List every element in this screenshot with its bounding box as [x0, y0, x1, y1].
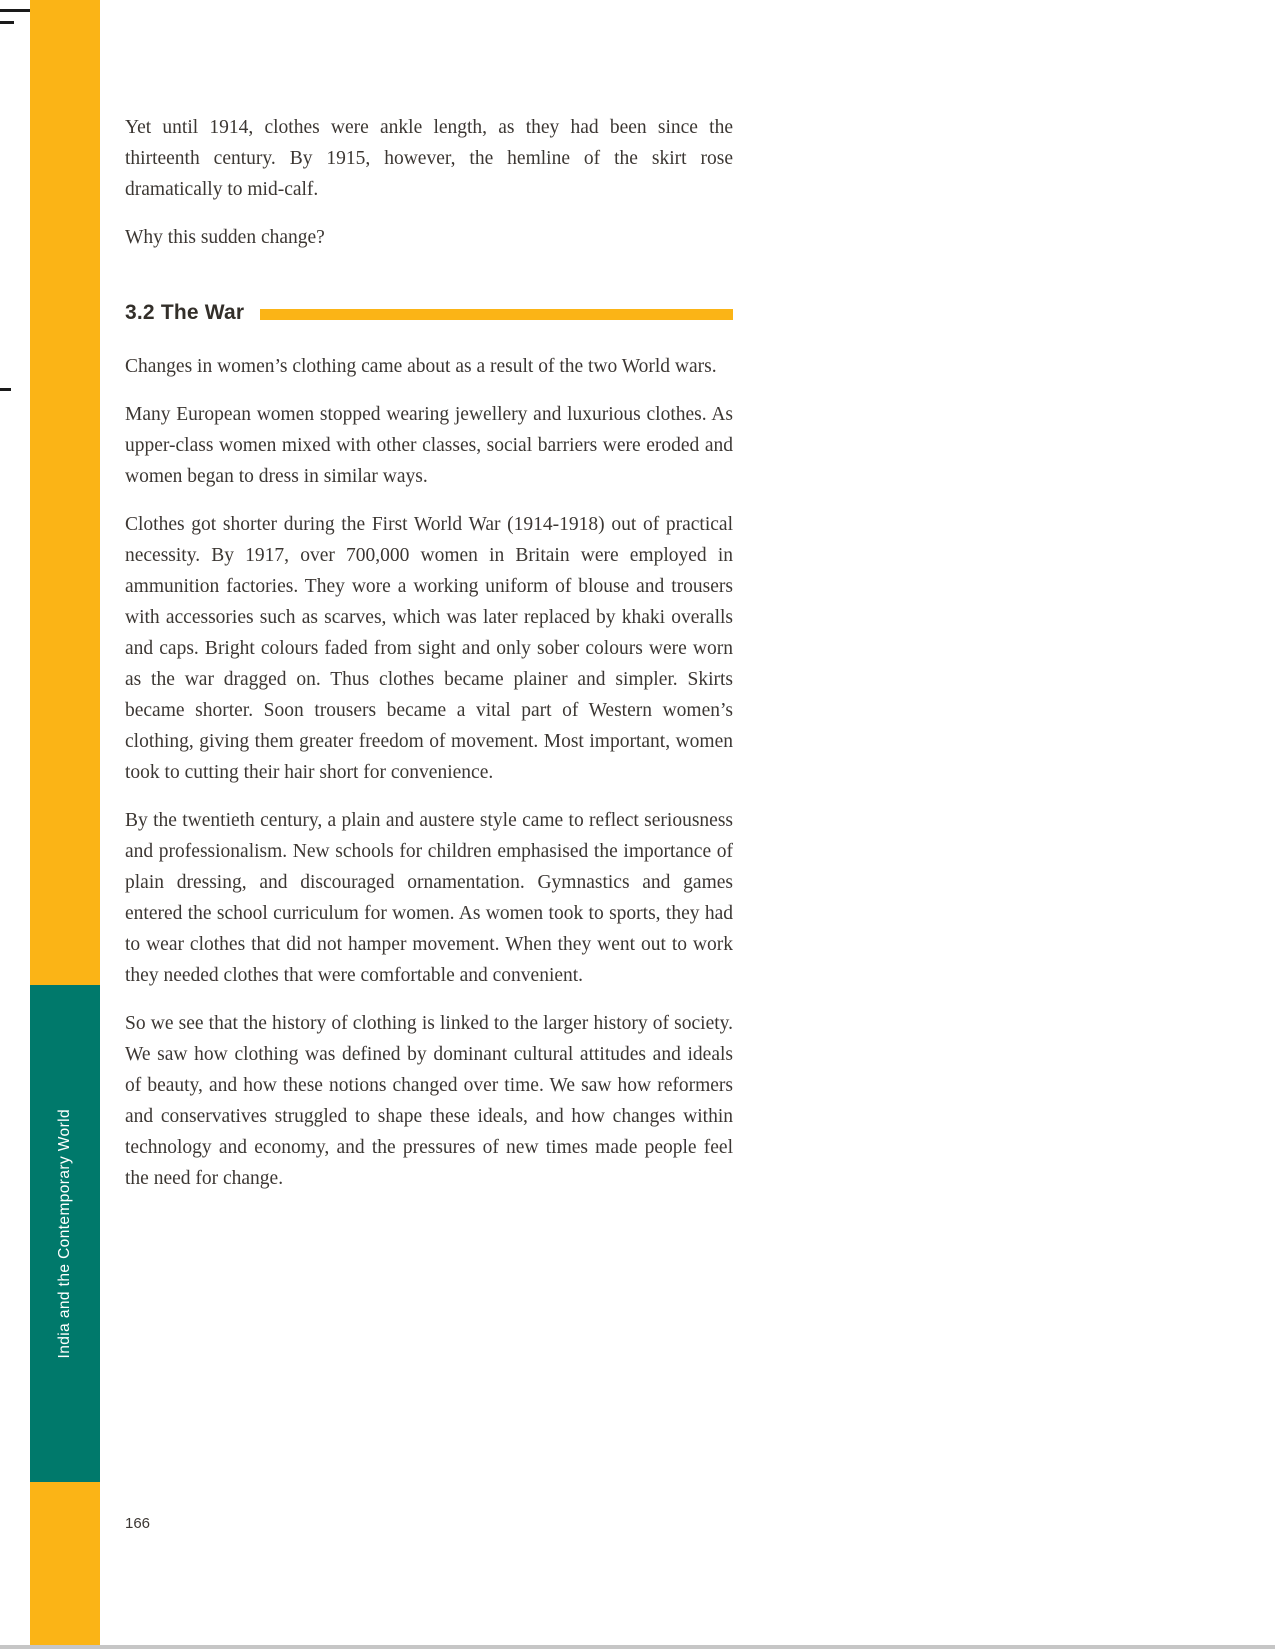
book-title-band	[30, 985, 100, 1482]
paragraph: Yet until 1914, clothes were ankle length, as they had been since the thirteenth century. By 1915, however, the hemline of the skirt rose dramatically to mid-calf.	[125, 117, 733, 200]
main-text-column	[125, 112, 733, 1211]
paragraph-question: Why this sudden change?	[125, 227, 325, 248]
paragraph: Changes in women’s clothing came about as a result of the two World wars.	[125, 356, 717, 377]
registration-mark-top-secondary	[0, 21, 14, 24]
paragraph: So we see that the history of clothing is linked to the larger history of society. We saw how clothing was defined by dominant cultural attitudes and ideals of beauty, and how these notions changed over time. We saw how reformers and conservatives struggled to shape these ideals, and how changes within technology and economy, and the pressures of new times made people feel the need for change.	[125, 1013, 733, 1189]
registration-mark-top	[0, 9, 30, 12]
section-heading: 3.2 The War	[125, 301, 245, 324]
book-title-vertical-text: India and the Contemporary World	[56, 1108, 73, 1359]
heading-accent-bar	[260, 309, 733, 320]
registration-mark-left	[0, 388, 11, 391]
page-number: 166	[125, 1515, 151, 1532]
page-bottom-edge	[0, 1645, 1275, 1649]
paragraph: By the twentieth century, a plain and austere style came to reflect seriousness and professionalism. New schools for children emphasised the importance of plain dressing, and discouraged ornamentation. Gymnastics and games entered the school curriculum for women. As women took to sports, they had to wear clothes that did not hamper movement. When they went out to work they needed clothes that were comfortable and convenient.	[125, 810, 733, 986]
paragraph: Clothes got shorter during the First World War (1914-1918) out of practical necessity. By 1917, over 700,000 women in Britain were employed in ammunition factories. They wore a working uniform of blouse and trousers with accessories such as scarves, which was later replaced by khaki overalls and caps. Bright colours faded from sight and only sober colours were worn as the war dragged on. Thus clothes became plainer and simpler. Skirts became shorter. Soon trousers became a vital part of Western women’s clothing, giving them greater freedom of movement. Most important, women took to cutting their hair short for convenience.	[125, 514, 733, 783]
paragraph: Many European women stopped wearing jewellery and luxurious clothes. As upper-class women mixed with other classes, social barriers were eroded and women began to dress in similar ways.	[125, 404, 733, 487]
section-heading-row	[125, 301, 733, 325]
